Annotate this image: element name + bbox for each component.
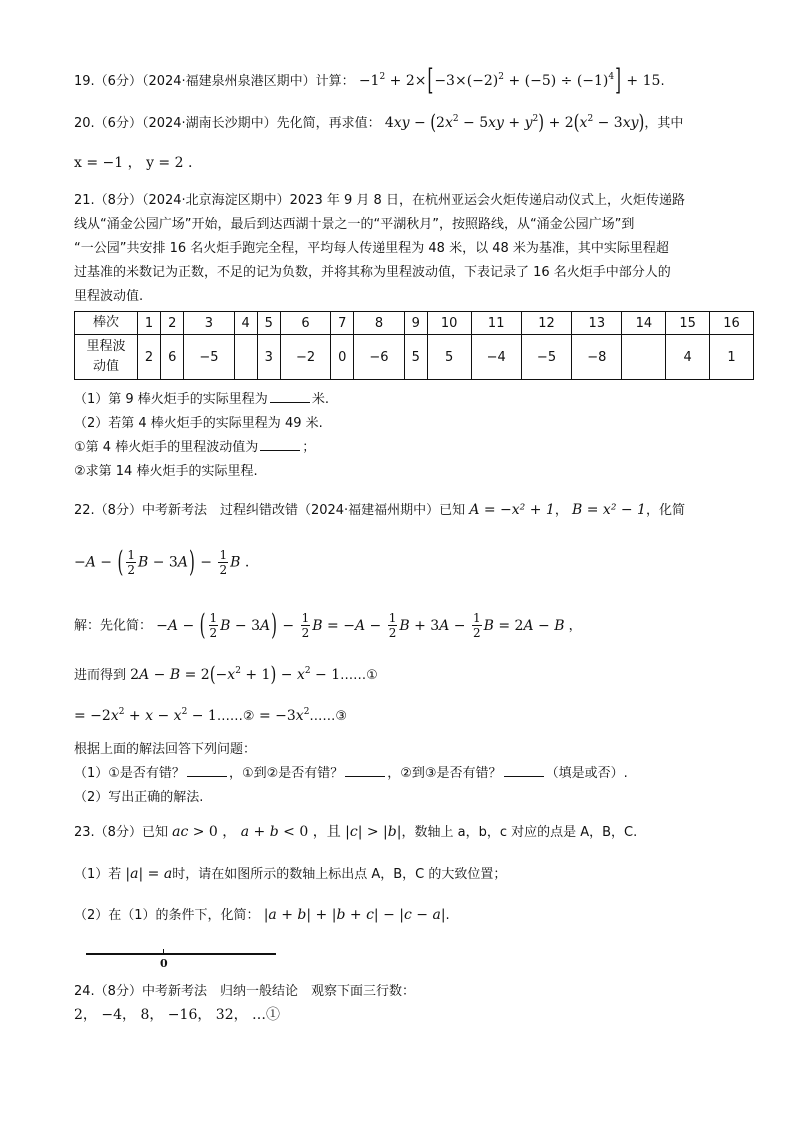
q22-line: 22.（8分）中考新考法 过程纠错改错（2024·福建福州期中）已知 A = −x² + 1， B = x² − 1，化简 — [74, 502, 685, 518]
table-header-mileage — [75, 335, 138, 380]
q22-part1-d: （填是或否）. — [545, 766, 628, 781]
q22-part2: （2）写出正确的解法. — [74, 790, 204, 805]
table-cell: 10 — [427, 312, 471, 335]
table-cell: 1 — [710, 335, 754, 380]
q22-head: 22.（8分）中考新考法 过程纠错改错（2024·福建福州期中）已知 — [74, 503, 466, 518]
q23-head: 23.（8分）已知 — [74, 825, 168, 840]
q21-part2b: ②求第 14 棒火炬手的实际里程. — [74, 464, 258, 479]
table-cell: 1 — [138, 312, 161, 335]
q22-part1-b: ，①到②是否有错？ — [228, 766, 344, 781]
table-cell: 2 — [161, 312, 184, 335]
number-line-zero-label: 0 — [160, 957, 168, 970]
answer-blank[interactable] — [345, 764, 385, 777]
q22-ask: 根据上面的解法回答下列问题： — [74, 742, 257, 757]
q19-expression: $-1^2 + 2\times[-3\times(-2)^2 + (-5) \div (-1)^4] + 15$ — [358, 62, 661, 98]
table-cell — [622, 335, 666, 380]
q22-given-a: A = −x² + 1 — [469, 502, 555, 518]
q19-tail: . — [660, 74, 665, 89]
q19-head: 19.（6分）（2024·福建泉州泉港区期中）计算： — [74, 74, 355, 89]
q20-line — [74, 109, 684, 135]
table-cell: −2 — [280, 335, 330, 380]
number-line-tick — [163, 949, 164, 955]
q21-line-5: 里程波动值. — [74, 289, 144, 304]
q21-part1-unit: 米. — [311, 392, 329, 407]
q23-part1-a: （1）若 — [74, 867, 122, 882]
q22-expression: −A − ( $\frac{1}{2}$ B − 3A) − $\frac{1}{2}$ B . — [74, 544, 250, 579]
table-cell: 8 — [354, 312, 404, 335]
q21-line-1: 21.（8分）（2024·北京海淀区期中）2023 年 9 月 8 日，在杭州亚运会火炬传递启动仪式上，火炬传递路 — [74, 193, 685, 208]
q22-solution-step1: 进而得到 $2A - B = 2(-x^2 + 1) - x^2$ − 1……① — [74, 661, 378, 687]
q20-tail: ，其中 — [644, 116, 684, 131]
table-cell: 16 — [710, 312, 754, 335]
q21-part2a — [74, 438, 315, 458]
q21-part2a-text: ①第 4 棒火炬手的里程波动值为 — [74, 440, 259, 455]
q21-part2: （2）若第 4 棒火炬手的实际里程为 49 米. — [74, 416, 323, 431]
q23-tail: ，数轴上 a，b，c 对应的点是 A，B，C. — [401, 825, 638, 840]
q22-solve-label: 解：先化简： — [74, 618, 153, 634]
table-cell: 14 — [622, 312, 666, 335]
q23-part1-b: 时，请在如图所示的数轴上标出点 A，B，C 的大致位置； — [172, 867, 507, 882]
table-cell: −6 — [354, 335, 404, 380]
table-row — [75, 335, 754, 380]
q22-given-b: B = x² − 1 — [572, 502, 646, 518]
number-line — [86, 953, 276, 955]
table-cell: 5 — [257, 312, 280, 335]
table-cell: −5 — [184, 335, 234, 380]
answer-blank[interactable] — [504, 764, 544, 777]
q22-step1-mark: ……① — [340, 668, 378, 683]
q23-part2: （2）在（1）的条件下，化简： |a + b| + |b + c| − |c − a|. — [74, 907, 450, 923]
table-cell: 11 — [471, 312, 521, 335]
table-cell: 12 — [521, 312, 571, 335]
table-cell: 5 — [427, 335, 471, 380]
q22-step2-mark: ……② — [216, 709, 255, 724]
q20-condition: x = −1 ， y = 2 . — [74, 155, 193, 171]
q21-part1 — [74, 390, 329, 410]
q22-solution-step2: = $-2x^2 + x - x^2$ − 1……② = $-3x^2\dots\dots ③$ — [74, 707, 348, 724]
q21-part2a-end: ； — [302, 440, 316, 455]
table-header-mileage-label: 里程波动值 — [86, 339, 126, 374]
q22-part1 — [74, 764, 628, 784]
table-cell: 15 — [666, 312, 710, 335]
table-cell: 5 — [404, 335, 427, 380]
table-cell: 6 — [161, 335, 184, 380]
table-cell: 6 — [280, 312, 330, 335]
q20-head: 20.（6分）（2024·湖南长沙期中）先化简，再求值： — [74, 116, 381, 131]
q24-line: 24.（8分）中考新考法 归纳一般结论 观察下面三行数： — [74, 984, 415, 999]
q23-part1: （1）若 |a| = a时，请在如图所示的数轴上标出点 A，B，C 的大致位置； — [74, 866, 507, 882]
q19-line — [74, 62, 665, 98]
answer-blank[interactable] — [270, 390, 310, 403]
table-cell: 0 — [331, 335, 354, 380]
q22-part1-c: ，②到③是否有错？ — [387, 766, 502, 781]
table-cell: 3 — [184, 312, 234, 335]
table-cell: 13 — [572, 312, 622, 335]
q24-row1: 2， −4， 8， −16， 32， …① — [74, 1007, 281, 1023]
table-cell: −8 — [572, 335, 622, 380]
q22-solution-step0: 解：先化简： −A − ( $\frac{1}{2}$ B − 3A) − $\frac{1}{2}$ B = −A − $\frac{1}{2}$ B + 3A − $\frac{1}{2}$ B = 2A − B ， — [74, 607, 582, 642]
table-cell: −5 — [521, 335, 571, 380]
table-cell: 2 — [138, 335, 161, 380]
table-header-baton: 棒次 — [75, 312, 138, 335]
q23-part2-a: （2）在（1）的条件下，化简： — [74, 908, 260, 923]
q21-line-4: 过基准的米数记为正数，不足的记为负数，并将其称为里程波动值，下表记录了 16 名火炬手中部分人的 — [74, 265, 671, 280]
table-cell: 9 — [404, 312, 427, 335]
q22-tail: ，化简 — [645, 503, 685, 518]
q21-line-3: “一公园”共安排 16 名火炬手跑完全程，平均每人传递里程为 48 米，以 48 米为基准，其中实际里程超 — [74, 241, 669, 256]
q23-line: 23.（8分）已知 ac > 0 ， a + b < 0 ，且 |c| > |b|，数轴上 a，b，c 对应的点是 A，B，C. — [74, 824, 638, 840]
mileage-table — [74, 311, 754, 380]
q21-part1-text: （1）第 9 棒火炬手的实际里程为 — [74, 392, 268, 407]
table-cell: 7 — [331, 312, 354, 335]
table-cell: 3 — [257, 335, 280, 380]
q22-step1-label: 进而得到 — [74, 668, 127, 683]
table-cell: −4 — [471, 335, 521, 380]
q20-expression: $4xy - (2x^2 - 5xy + y^2) + 2(x^2 - 3xy)$ — [384, 109, 645, 135]
q23-part2-b: . — [445, 908, 450, 923]
q21-line-2: 线从“涌金公园广场”开始，最后到达西湖十景之一的“平湖秋月”，按照路线，从“涌金公园广场”到 — [74, 217, 635, 232]
table-cell: 4 — [234, 312, 257, 335]
table-cell: 4 — [666, 335, 710, 380]
table-row — [75, 312, 754, 335]
answer-blank[interactable] — [187, 764, 227, 777]
table-cell — [234, 335, 257, 380]
q22-part1-a: （1）①是否有错？ — [74, 766, 185, 781]
q22-step3-mark: ……③ — [309, 709, 348, 724]
answer-blank[interactable] — [260, 438, 300, 451]
